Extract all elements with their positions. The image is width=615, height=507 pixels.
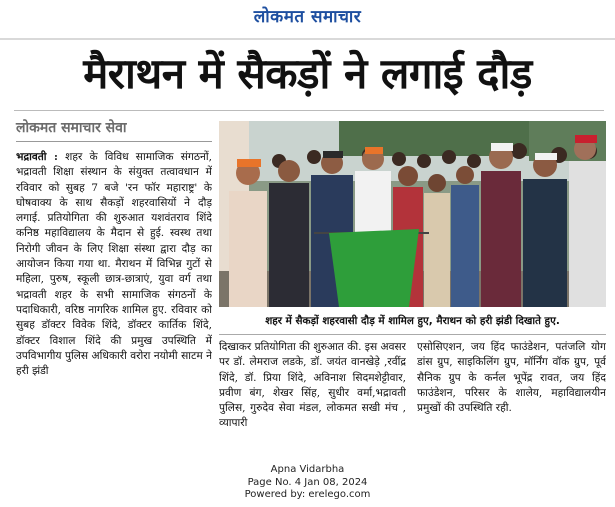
page-footer — [0, 464, 615, 502]
article-column-left — [16, 150, 212, 450]
masthead-title: लोकमत समाचार — [253, 7, 362, 27]
article-byline: लोकमत समाचार सेवा — [16, 120, 127, 136]
footer-page-info: Page No. 4 Jan 08, 2024 — [247, 476, 368, 488]
article-dateline: भद्रावती : — [16, 151, 58, 163]
article-body-left: शहर के विविध सामाजिक संगठनों, भद्रावती शिक्षा संस्थान के संयुक्त तत्वावधान में रविवार को सुबह 7 बजे 'रन फॉर महाराष्ट्र' के घोषवाक्य के साथ सैकड़ों शहरवासियों ने दौड़ लगाई. प्रतियोगिता की शुरुआत यशवंतराव शिंदे कनिष्ठ महाविद्यालय के मैदान से हुई. स्वस्थ तथा निरोगी जीवन के लिए शिक्षा संस्था द्वारा दौड़ का आयोजन किया गया था. मैराथन में विभिन्न गुटों से महिला, पुरुष, स्कूली छात्र-छात्राएं, युवा वर्ग तथा भद्रावती शहर के सभी सामाजिक संगठनों के पदाधिकारी, वरिष्ठ नागरिक शामिल हुए. रविवार को सुबह डॉक्टर विवेक शिंदे, डॉक्टर कार्तिक शिंदे, डॉक्टर विशाल शिंदे की प्रमुख उपस्थिति में उपविभागीय पुलिस अधिकारी वरोरा नयोमी साटम ने हरी झंडी — [16, 151, 212, 378]
footer-publication: Apna Vidarbha — [270, 464, 345, 475]
article-column-middle: दिखाकर प्रतियोगिता की शुरुआत की. इस अवसर पर डॉ. लेमराज लडके, डॉ. जयंत वानखेड़े ,रवींद्र शिंदे, डॉ. प्रिया शिंदे, अविनाश सिदमशेट्टीवार, प्रवीण बंग, शेखर सिंह, सुधीर वर्मा,भद्रावती पुलिस, गुरुदेव सेवा मंडल, लोकमत सखी मंच , व्यापारी — [219, 341, 406, 430]
article-headline: मैराथन में सैकड़ों ने लगाई दौड़ — [83, 49, 532, 98]
footer-powered-by: Powered by: erelego.com — [244, 489, 371, 500]
masthead — [0, 4, 615, 34]
caption-divider — [219, 334, 606, 335]
article-photo — [219, 121, 606, 307]
photo-caption: शहर में सैकड़ों शहरवासी दौड़ में शामिल हुए, मैराथन को हरी झंडी दिखाते हुए. — [265, 315, 560, 327]
headline-divider — [14, 110, 604, 111]
article-column-right: एसोसिएशन, जय हिंद फाउंडेशन, पतंजलि योग डांस ग्रुप, साइकिलिंग ग्रुप, मॉर्निंग वॉक ग्रुप, पूर्व सैनिक ग्रुप के कर्नल भूपेंद्र रावत, जय हिंद फाउंडेशन, परिसर के शालेय, महाविद्यालयीन प्रमुखों की उपस्थिति रही. — [417, 341, 606, 415]
byline-divider — [16, 141, 212, 142]
masthead-divider — [0, 38, 615, 40]
marathon-photo-illustration — [219, 121, 606, 307]
